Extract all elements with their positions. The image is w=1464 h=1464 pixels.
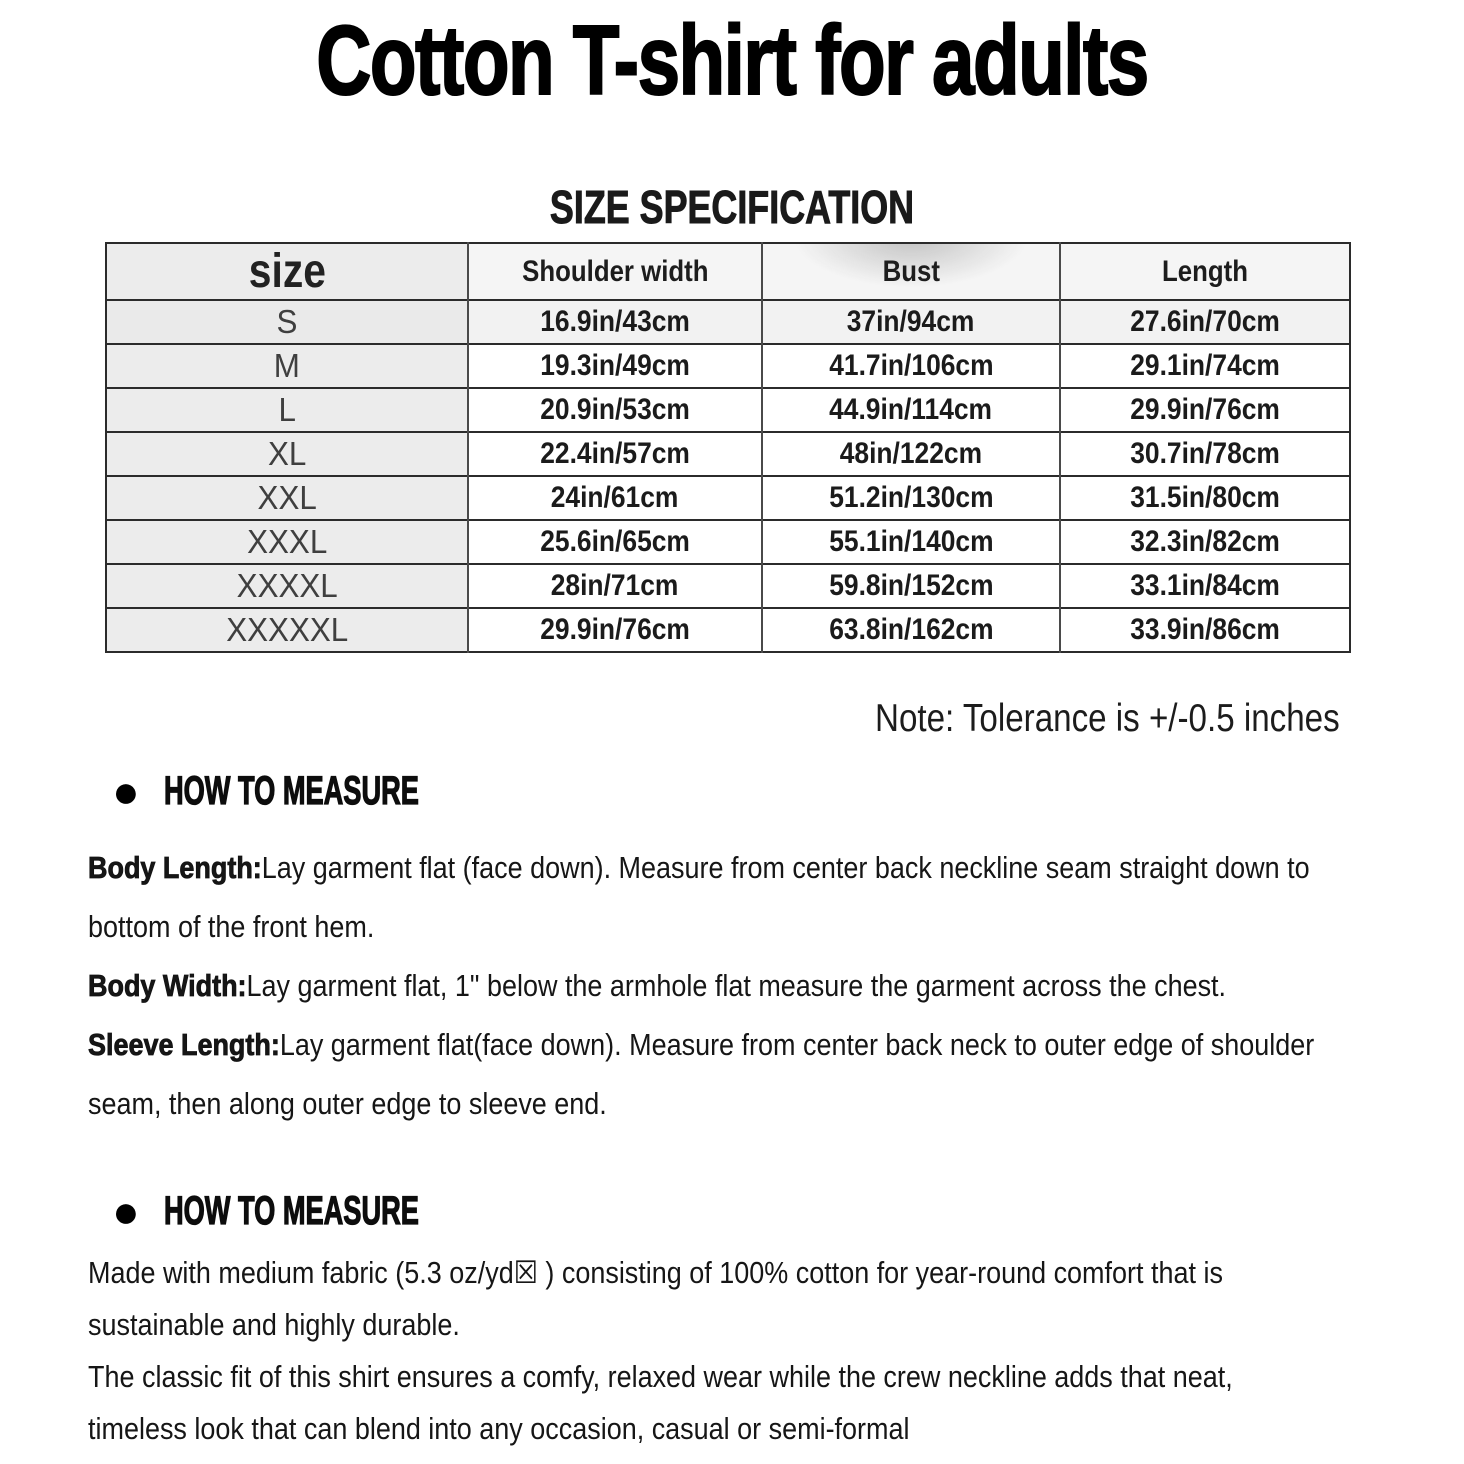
cell-text: 22.4in/57cm [540, 437, 690, 470]
line-text: Lay garment flat(face down). Measure from center back neck to outer edge of shoulder [279, 1026, 1315, 1062]
length-cell [1060, 432, 1350, 476]
fabric-description [88, 1247, 1404, 1455]
text-line [88, 1403, 1233, 1455]
cell-text: 20.9in/53cm [540, 393, 690, 426]
text-line [88, 897, 1314, 956]
cell-text: 24in/61cm [551, 481, 679, 514]
bullet-icon: ● [112, 1185, 140, 1237]
cell-text: 33.1in/84cm [1130, 569, 1280, 602]
line-text: sustainable and highly durable. [88, 1307, 460, 1342]
text-line [88, 1015, 1314, 1074]
shoulder-cell [468, 608, 762, 652]
cell-text: L [278, 391, 296, 428]
cell-text: 31.5in/80cm [1130, 481, 1280, 514]
text-line [88, 1247, 1233, 1299]
size-cell [106, 520, 468, 564]
cell-text: 59.8in/152cm [828, 569, 994, 602]
length-cell [1060, 300, 1350, 344]
cell-text: 55.1in/140cm [828, 525, 994, 558]
section-heading-text: HOW TO MEASURE [163, 1188, 419, 1233]
line-text: Lay garment flat (face down). Measure from center back neckline seam straight down to [261, 849, 1310, 885]
line-text: The classic fit of this shirt ensures a comfy, relaxed wear while the crew neckline adds that neat, [88, 1359, 1233, 1394]
section-heading-text: HOW TO MEASURE [163, 768, 419, 813]
cell-text: 44.9in/114cm [829, 393, 993, 426]
cell-text: XXL [257, 479, 317, 516]
bust-cell [762, 344, 1060, 388]
header-cell-bust [762, 243, 1060, 300]
cell-text: 51.2in/130cm [828, 481, 994, 514]
header-text: Shoulder width [521, 254, 709, 288]
length-cell [1060, 344, 1350, 388]
cell-text: 41.7in/106cm [828, 349, 994, 382]
table-row [106, 608, 1350, 652]
size-specification-heading: SIZE SPECIFICATION [549, 181, 915, 233]
measurement-instructions [88, 838, 1464, 1133]
bust-cell [762, 388, 1060, 432]
cell-text: XXXXXL [225, 611, 348, 648]
length-cell [1060, 564, 1350, 608]
table-row [106, 564, 1350, 608]
size-cell [106, 476, 468, 520]
table-row [106, 300, 1350, 344]
cell-text: 25.6in/65cm [540, 525, 690, 558]
term-label: Sleeve Length: [88, 1026, 280, 1062]
term-label: Body Length: [88, 849, 262, 885]
header-cell-length [1060, 243, 1350, 300]
bullet-icon: ● [112, 765, 140, 817]
shoulder-cell [468, 476, 762, 520]
cell-text: 29.9in/76cm [540, 613, 690, 646]
size-cell [106, 300, 468, 344]
length-cell [1060, 476, 1350, 520]
bust-cell [762, 300, 1060, 344]
text-line [88, 1074, 1314, 1133]
size-cell [106, 432, 468, 476]
size-cell [106, 344, 468, 388]
cell-text: 28in/71cm [551, 569, 679, 602]
cell-text: 29.9in/76cm [1130, 393, 1280, 426]
text-line [88, 1351, 1233, 1403]
table-row [106, 344, 1350, 388]
bust-cell [762, 564, 1060, 608]
cell-text: 30.7in/78cm [1130, 437, 1280, 470]
table-row [106, 388, 1350, 432]
bust-cell [762, 432, 1060, 476]
size-cell [106, 564, 468, 608]
cell-text: 16.9in/43cm [540, 305, 690, 338]
cell-text: 48in/122cm [839, 437, 983, 470]
bust-cell [762, 476, 1060, 520]
cell-text: 37in/94cm [847, 305, 975, 338]
cell-text: 29.1in/74cm [1130, 349, 1280, 382]
shoulder-cell [468, 432, 762, 476]
table-header-row [106, 243, 1350, 300]
size-cell [106, 608, 468, 652]
header-text: Length [1161, 254, 1248, 288]
line-text: Made with medium fabric (5.3 oz/yd☒ ) consisting of 100% cotton for year-round comfort that is [88, 1255, 1223, 1290]
line-text: timeless look that can blend into any occasion, casual or semi-formal [88, 1411, 910, 1446]
size-specification-table [105, 242, 1351, 653]
cell-text: 32.3in/82cm [1130, 525, 1280, 558]
cell-text: XXXL [246, 523, 328, 560]
bust-cell [762, 608, 1060, 652]
length-cell [1060, 608, 1350, 652]
line-text: seam, then along outer edge to sleeve end. [88, 1085, 607, 1121]
length-cell [1060, 388, 1350, 432]
cell-text: XXXXL [236, 567, 338, 604]
header-text: Bust [882, 254, 940, 288]
tolerance-note: Note: Tolerance is +/-0.5 inches [875, 697, 1340, 740]
text-line [88, 1299, 1233, 1351]
line-text: Lay garment flat, 1" below the armhole flat measure the garment across the chest. [246, 967, 1227, 1003]
shoulder-cell [468, 388, 762, 432]
cell-text: 63.8in/162cm [828, 613, 994, 646]
header-text: size [248, 245, 326, 298]
page-title: Cotton T-shirt for adults [316, 5, 1148, 115]
line-text: bottom of the front hem. [88, 908, 375, 944]
text-line [88, 838, 1314, 897]
shoulder-cell [468, 300, 762, 344]
term-label: Body Width: [88, 967, 247, 1003]
cell-text: 27.6in/70cm [1130, 305, 1280, 338]
cell-text: 19.3in/49cm [540, 349, 690, 382]
text-line [88, 956, 1314, 1015]
shoulder-cell [468, 564, 762, 608]
table-row [106, 432, 1350, 476]
cell-text: 33.9in/86cm [1130, 613, 1280, 646]
how-to-measure-section-2-heading [112, 1185, 539, 1237]
header-cell-shoulder-width [468, 243, 762, 300]
header-cell-size [106, 243, 468, 300]
size-cell [106, 388, 468, 432]
length-cell [1060, 520, 1350, 564]
shoulder-cell [468, 344, 762, 388]
shoulder-cell [468, 520, 762, 564]
how-to-measure-section-1-heading [112, 765, 539, 817]
cell-text: XL [267, 435, 307, 472]
table-row [106, 476, 1350, 520]
cell-text: S [276, 303, 298, 340]
table-row [106, 520, 1350, 564]
cell-text: M [273, 347, 301, 384]
bust-cell [762, 520, 1060, 564]
